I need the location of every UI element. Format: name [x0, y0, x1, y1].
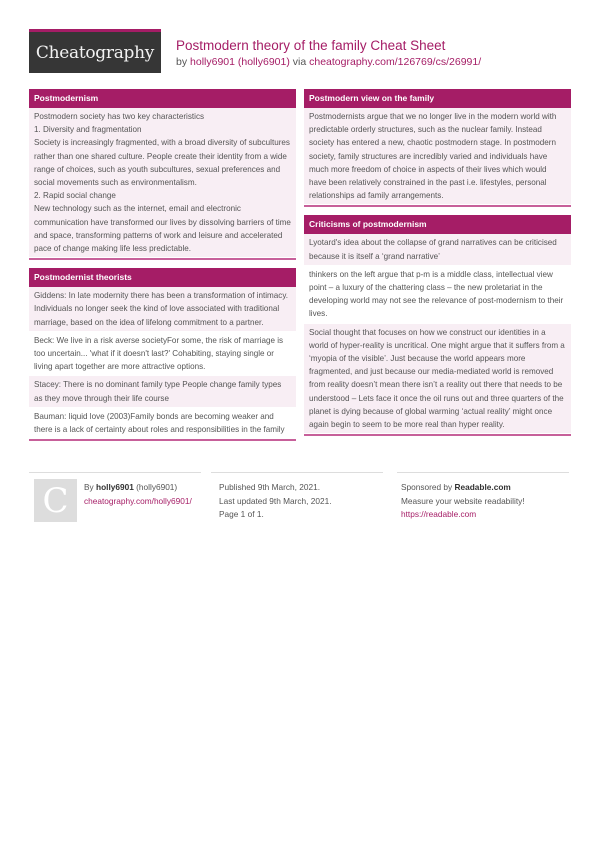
section-row: Giddens: In late modernity there has been a transformation of intimacy. Individuals no longer seek the kind of love associated with traditional marriage, based on the idea of lifelong commitment to a partner.	[29, 287, 296, 332]
byline: by holly6901 (holly6901) via cheatography.com/126769/cs/26991/	[176, 56, 482, 68]
divider	[397, 472, 569, 473]
divider	[29, 472, 201, 473]
section-row: Postmodernists argue that we no longer live in the modern world with predictable orderly structures, such as the nuclear family. Instead society has entered a new, chaotic postmodern stage. In postmodern society, family structures are incredibly varied and individuals have much more freedom of choice in aspects of their lives which would have been relatively constrained in the past i.e. lifestyles, personal relationships ad family arrangements.	[304, 108, 571, 205]
section-row: Social thought that focuses on how we construct our identities in a world of hyper-reality is uncritical. One might argue that it suffers from a ‘myopia of the visible’. Just because the world appears more fragmented, and just because our media-mediated world is removed from reality doesn’t mean there isn’t a reality out there that needs to be understood – Lets face it once the oil runs out and three quarters of the planet is dying because of global warming ‘actual reality’ might once again begin to seem to be more real than hyper reality.	[304, 324, 571, 435]
author-profile-link[interactable]: cheatography.com/holly6901/	[84, 495, 192, 506]
sponsor-link[interactable]: https://readable.com	[401, 509, 477, 519]
section-postmodernism	[29, 89, 296, 260]
page-title: Postmodern theory of the family Cheat Sheet	[176, 38, 446, 53]
section-row: Stacey: There is no dominant family type People change family types as they move through their life course	[29, 376, 296, 407]
footer-sponsor: Sponsored by Readable.com Measure your website readability! https://readable.com	[401, 481, 525, 522]
logo-text: Cheatography	[35, 42, 155, 63]
section-row: Postmodern society has two key characteristics 1. Diversity and fragmentation Society is increasingly fragmented, with a broad diversity of subcultures rather than one shared culture. People create their identity from a wide range of choices, such as youth subcultures, sexual preferences and social movements such as environmentalism. 2. Rapid social change New technology such as the internet, email and electronic communication have transformed our lives by dissolving barriers of time and space, transforming patterns of work and leisure and accelerated pace of change making life less predictable.	[29, 108, 296, 258]
section-title: Postmodernism	[29, 89, 296, 108]
section-criticisms	[304, 215, 571, 436]
section-row: thinkers on the left argue that p-m is a middle class, intellectual view point – a luxury of the chattering class – the new proletariat in the developing world may not see the relevance of post-modernism to their lives.	[304, 266, 571, 324]
section-theorists	[29, 268, 296, 441]
footer-author: By holly6901 (holly6901) cheatography.com/holly6901/	[84, 481, 192, 508]
avatar: C	[34, 479, 77, 522]
footer-dates: Published 9th March, 2021. Last updated 9th March, 2021. Page 1 of 1.	[219, 482, 332, 519]
section-row: Beck: We live in a risk averse societyFor some, the risk of marriage is too uncertain... 'what if it doesn't last?' Cohabiting, staying single or living apart together are more attractive options.	[29, 332, 296, 377]
cheatography-logo[interactable]	[29, 29, 161, 73]
footer	[29, 472, 569, 532]
sheet-link[interactable]: cheatography.com/126769/cs/26991/	[309, 56, 482, 68]
section-title: Criticisms of postmodernism	[304, 215, 571, 234]
section-view	[304, 89, 571, 207]
section-title: Postmodernist theorists	[29, 268, 296, 287]
section-title: Postmodern view on the family	[304, 89, 571, 108]
author-link[interactable]: holly6901 (holly6901)	[190, 56, 290, 68]
section-row: Bauman: liquid love (2003)Family bonds are becoming weaker and there is a lack of certainty about roles and responsibilities in the family	[29, 408, 296, 439]
section-row: Lyotard's idea about the collapse of grand narratives can be criticised because it is itself a ‘grand narrative’	[304, 234, 571, 265]
right-column	[304, 89, 571, 444]
divider	[211, 472, 383, 473]
left-column	[29, 89, 296, 449]
